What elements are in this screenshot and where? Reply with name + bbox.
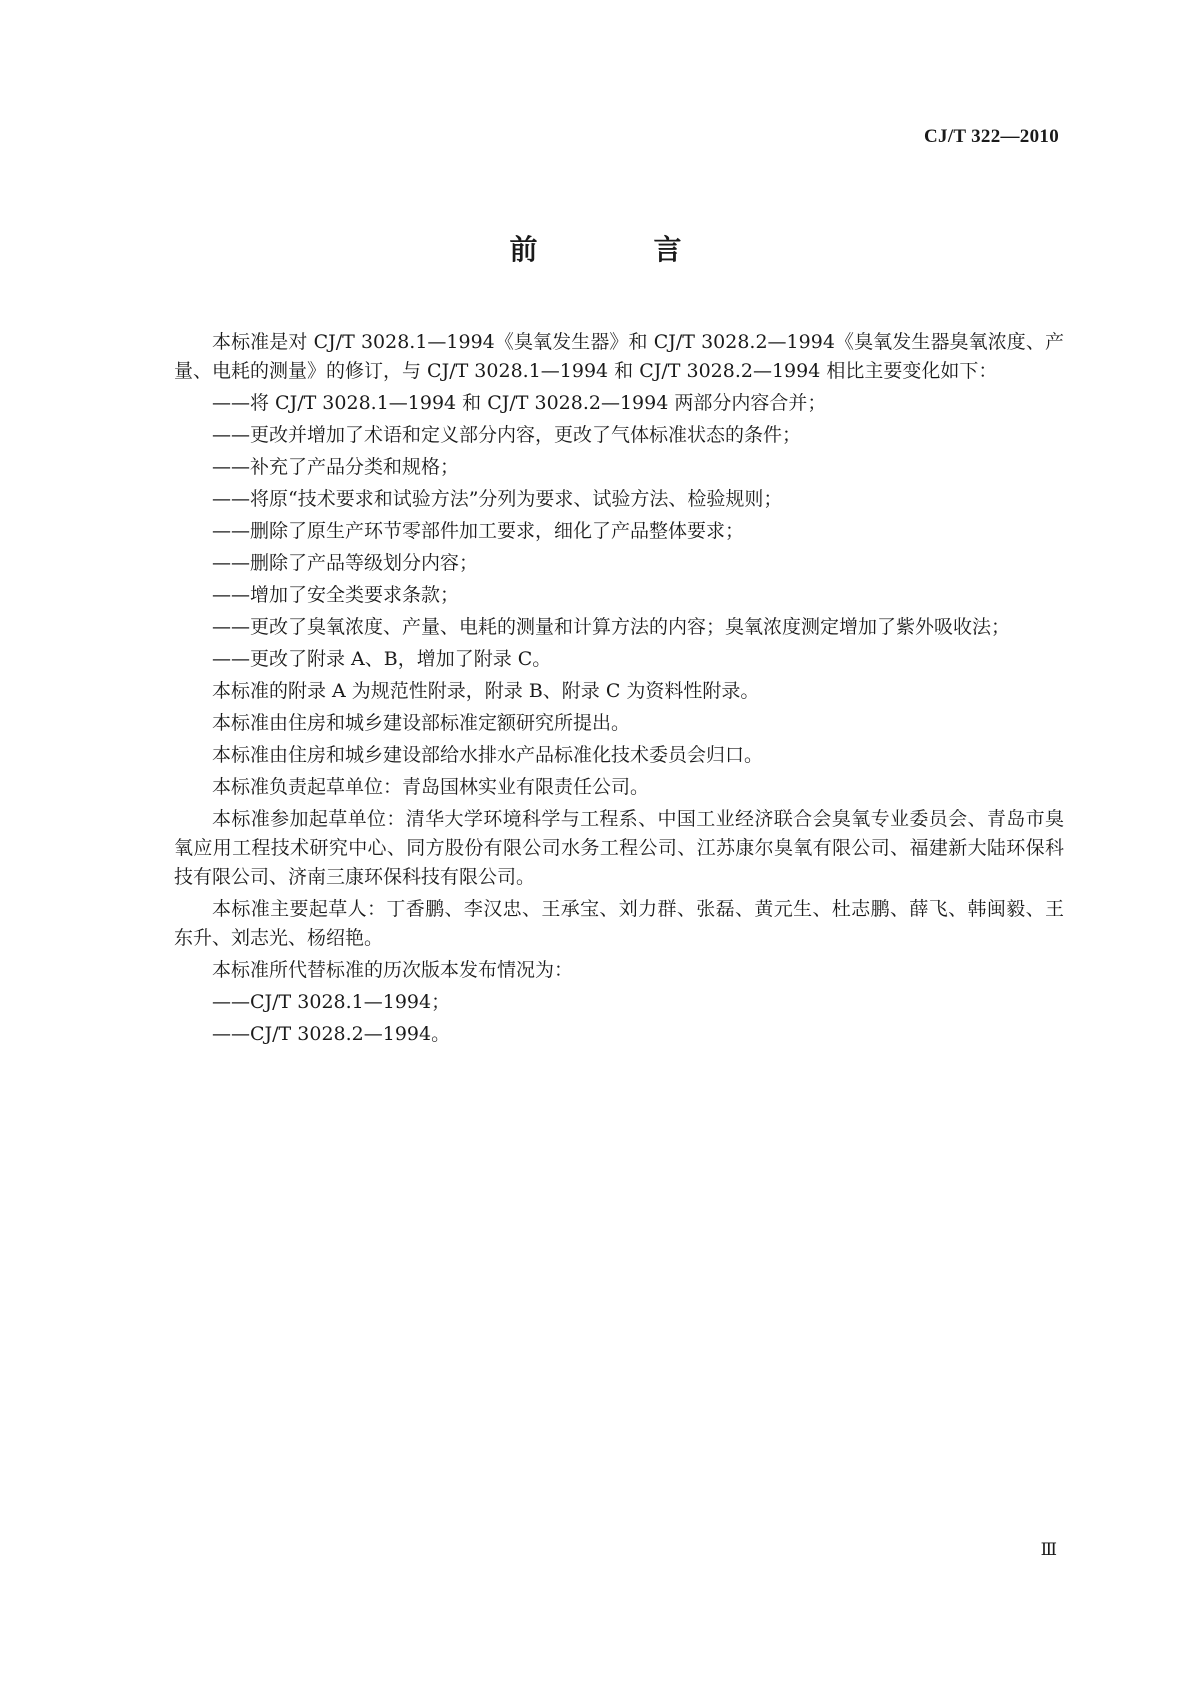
- proposer-paragraph: 本标准由住房和城乡建设部标准定额研究所提出。: [212, 712, 631, 734]
- foreword-body: [174, 328, 1064, 1052]
- change-item: ——将 CJ/T 3028.1—1994 和 CJ/T 3028.2—1994 两部分内容合并；: [212, 392, 827, 414]
- history-item: ——CJ/T 3028.2—1994。: [212, 1023, 451, 1045]
- history-intro-paragraph: 本标准所代替标准的历次版本发布情况为：: [212, 959, 574, 981]
- standard-code: CJ/T 322—2010: [924, 126, 1059, 147]
- change-item: ——删除了产品等级划分内容；: [212, 552, 479, 574]
- change-item: ——删除了原生产环节零部件加工要求，细化了产品整体要求；: [212, 520, 745, 542]
- lead-drafter-paragraph: 本标准负责起草单位：青岛国林实业有限责任公司。: [212, 776, 650, 798]
- change-item: ——补充了产品分类和规格；: [212, 456, 460, 478]
- intro-paragraph: 本标准是对 CJ/T 3028.1—1994《臭氧发生器》和 CJ/T 3028.2—1994《臭氧发生器臭氧浓度、产量、电耗的测量》的修订，与 CJ/T 3028.1—1994 和 CJ/T 3028.2—1994 相比主要变化如下：: [174, 331, 1064, 382]
- history-item: ——CJ/T 3028.1—1994；: [212, 991, 451, 1013]
- page-number: Ⅲ: [1040, 1540, 1057, 1559]
- change-item: ——更改了附录 A、B，增加了附录 C。: [212, 648, 552, 670]
- change-item: ——更改了臭氧浓度、产量、电耗的测量和计算方法的内容；臭氧浓度测定增加了紫外吸收法；: [212, 616, 1011, 638]
- change-item: ——更改并增加了术语和定义部分内容，更改了气体标准状态的条件；: [212, 424, 802, 446]
- appendix-paragraph: 本标准的附录 A 为规范性附录，附录 B、附录 C 为资料性附录。: [212, 680, 760, 702]
- page-title: 前 言: [509, 233, 726, 266]
- committee-paragraph: 本标准由住房和城乡建设部给水排水产品标准化技术委员会归口。: [212, 744, 764, 766]
- change-item: ——将原“技术要求和试验方法”分列为要求、试验方法、检验规则；: [212, 488, 783, 510]
- main-drafters-paragraph: 本标准主要起草人：丁香鹏、李汉忠、王承宝、刘力群、张磊、黄元生、杜志鹏、薛飞、韩闽毅、王东升、刘志光、杨绍艳。: [174, 898, 1064, 949]
- participating-drafters-paragraph: 本标准参加起草单位：清华大学环境科学与工程系、中国工业经济联合会臭氧专业委员会、青岛市臭氧应用工程技术研究中心、同方股份有限公司水务工程公司、江苏康尔臭氧有限公司、福建新大陆环保科技有限公司、济南三康环保科技有限公司。: [174, 808, 1064, 888]
- change-item: ——增加了安全类要求条款；: [212, 584, 460, 606]
